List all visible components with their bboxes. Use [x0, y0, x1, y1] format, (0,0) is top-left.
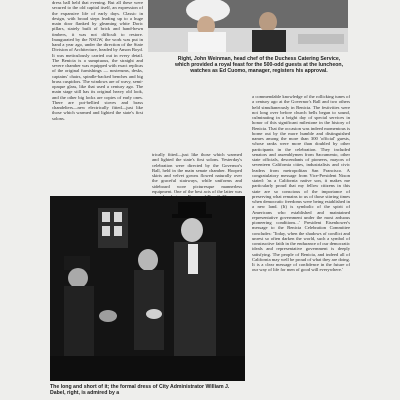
chef-photo-caption: Right, John Weinman, head chef of the Duchess Catering Service, which provided a royal feast for the 500-odd guests at the luncheon, watches as Ed Cuomo, manager, registers his approval.	[174, 56, 344, 74]
city-photo-caption: The long and short of it; the formal dress of City Administrator William J. Dabel, right, is admired by a	[50, 384, 230, 396]
city-administrator-photo	[50, 196, 245, 381]
article-text-right: a commendable knowledge of the rollicking tunes of a century ago at the Governor's Ball and two others held simultaneously in Benicia. The festivities were not long over before church bells began to sound, culminating in a bright day of special services in honor of this significant milestone in the history of Benicia. That the occasion was indeed momentous is borne out by the more humble and distinguished names among the more than 300 'official' guests, whose ranks were more than doubled by other participants in the celebration. They included senators and assemblymen from Sacramento, other state officials, descendants of pioneers, mayors of seventeen California cities, industrialists and civic leaders from metropolitan San Francisco. A congratulatory message from Vice-President Nixon stated: 'as a California native son, it makes me particularly proud that my fellow citizens in this state are so conscious of the importance of preserving what remains to us of those stirring times when democratic freedoms were being established in a new land. (It) is symbolic of the spirit of Americans who established and maintained representative government under the most arduous pioneering conditions...' President Eisenhower's message to the Benicia Celebration Committee concludes: 'Today, when the shadows of conflict and unrest so often darken the world, such a symbol of constructive faith in the endurance of our democratic ideals and representative government is deeply satisfying. The people of Benicia, and indeed all of California may well be proud of what they are doing. It is a clear message of confidence in the future of our way of life for men of good will everywhere.'	[252, 94, 350, 273]
article-text-middle: trically fitted—just like those which warmed and lighted the state's first solons. Yesterday's celebration were directed by the Governor's Ball, held in the main senate chamber. Hooped skirts and velvet gowns flowed naturally over the graceful stairways, while uniforms and sideboard wore picturesque mannerless equipment. One of the best acts of the latter was	[152, 152, 242, 194]
article-column-right	[252, 94, 350, 400]
article-text-left: dress ball held that evening. But all these were secured to the old capital itself, an expression of the expansive life of early days. Classic in design, with broad steps leading up to a huge main door flanked by gleaming white Doric pillars, stately built of brick and hand-hewn timbers, it was not difficult to restore. Inaugurated by the NSGW, the work was put in hand a year ago, under the direction of the State Division of Architecture, headed by Anson Boyd. It was meticulously carried out in every detail. The Benicia is a sumptuous, the straight and severe chamber was equipped with exact replicas of the original furnishings — nosterums, desks, captains' chairs, spindle-backed benches and big brass cuspidors. The windows are of wavy, semi-opaque glass, like that used a century ago. The main stage still has its original heavy old look, and the other big locks are copies of early ones. There are pot-bellied stoves and brass chandeliers—new electrically fitted—just like those which warmed and lighted the state's first solons.	[52, 0, 143, 121]
chef-photo	[148, 0, 348, 52]
